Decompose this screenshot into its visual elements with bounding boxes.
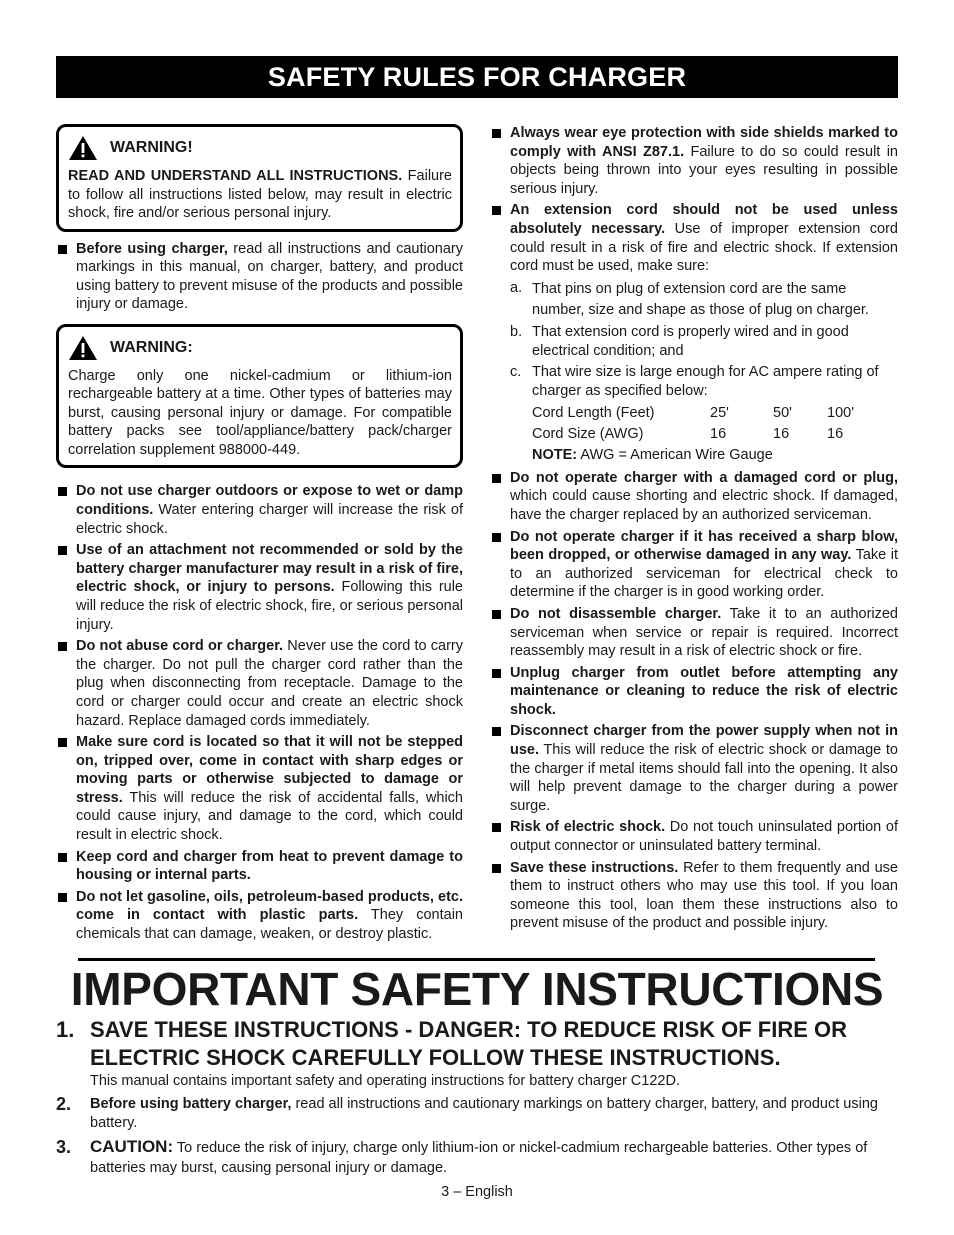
bullet-item: Do not use charger outdoors or expose to wet or damp conditions. Water entering charger will increase the risk of electric shock. bbox=[56, 482, 463, 538]
extension-cord-conditions bbox=[490, 279, 898, 466]
bullet-item: Risk of electric shock. Do not touch uninsulated portion of output connector or uninsulated battery terminal. bbox=[490, 818, 898, 855]
page-footer: 3 – English bbox=[441, 1184, 513, 1200]
horizontal-divider bbox=[78, 958, 875, 961]
bullet-item: Use of an attachment not recommended or sold by the battery charger manufacturer may result in a risk of fire, electric shock, or injury to persons. Following this rule will reduce the risk of electric shock, fire, or serious personal injury. bbox=[56, 541, 463, 634]
warning-text: READ AND UNDERSTAND ALL INSTRUCTIONS. Failure to follow all instructions listed below, may result in electric shock, fire and/or serious personal injury. bbox=[68, 168, 452, 221]
sub-item: a. That pins on plug of extension cord are the same number, size and shape as those of plug on charger. bbox=[510, 279, 869, 318]
bullet-item: Unplug charger from outlet before attempting any maintenance or cleaning to reduce the risk of electric shock. bbox=[490, 664, 898, 720]
section-title-banner: SAFETY RULES FOR CHARGER bbox=[56, 56, 898, 98]
item-text: CAUTION: To reduce the risk of injury, charge only lithium-ion or nickel-cadmium rechargeable batteries. Other types of batteries may burst, causing personal injury or damage. bbox=[90, 1137, 868, 1176]
table-row: Cord Length (Feet) 25' 50' 100' bbox=[532, 404, 854, 421]
item-text: This manual contains important safety and operating instructions for battery charger C122D. bbox=[90, 1073, 680, 1089]
bullet-item: Keep cord and charger from heat to prevent damage to housing or internal parts. bbox=[56, 848, 463, 885]
bullet-before-using-charger: Before using charger, read all instructions and cautionary markings in this manual, on charger, battery, and product using battery to prevent misuse of the products and possible injury or damage. bbox=[56, 240, 463, 314]
sub-item: c. That wire size is large enough for AC ampere rating of charger as specified below: bbox=[510, 363, 879, 399]
important-safety-title: IMPORTANT SAFETY INSTRUCTIONS bbox=[70, 963, 884, 1015]
numbered-item: 3. CAUTION: To reduce the risk of injury, charge only lithium-ion or nickel-cadmium rechargeable batteries. Other types of batteries may burst, causing personal injury or damage. bbox=[56, 1137, 898, 1178]
bullet-item: Do not operate charger with a damaged cord or plug, which could cause shorting and electric shock. If damaged, have the charger replaced by an authorized serviceman. bbox=[490, 469, 898, 525]
right-column bbox=[490, 124, 898, 936]
table-row: Cord Size (AWG) 16 16 16 bbox=[532, 425, 844, 442]
bullet-eye-protection: Always wear eye protection with side shields marked to comply with ANSI Z87.1. Failure to do so could result in objects being thrown into your eyes resulting in possible serious injury. bbox=[490, 124, 898, 198]
bullet-item: Make sure cord is located so that it will not be stepped on, tripped over, come in contact with sharp edges or moving parts or otherwise subjected to damage or stress. This will reduce the risk of accidental falls, which could cause injury, and damage to the cord, which could result in electric shock. bbox=[56, 733, 463, 845]
bullet-item: Disconnect charger from the power supply when not in use. This will reduce the risk of electric shock or damage to the charger if metal items should fall into the opening. It also will help prevent damage to the charger during a power surge. bbox=[490, 722, 898, 815]
item-heading: SAVE THESE INSTRUCTIONS - DANGER: TO REDUCE RISK OF FIRE OR ELECTRIC SHOCK CAREFULLY FOLLOW THESE INSTRUCTIONS. bbox=[90, 1017, 848, 1070]
bullet-extension-cord: An extension cord should not be used unless absolutely necessary. Use of improper extension cord could result in a risk of fire and electric shock. If extension cord must be used, make sure: bbox=[490, 201, 898, 275]
warning-title: WARNING: bbox=[110, 338, 193, 356]
bullet-item: Do not disassemble charger. Take it to an authorized serviceman when service or repair is required. Incorrect reassembly may result in a risk of electric shock or fire. bbox=[490, 605, 898, 661]
bullet-item: Do not operate charger if it has received a sharp blow, been dropped, or otherwise damaged in any way. Take it to an authorized serviceman for electrical check to determine if the charger is in good working order. bbox=[490, 528, 898, 602]
bullet-item: Do not abuse cord or charger. Never use the cord to carry the charger. Do not pull the charger cord rather than the plug when disconnecting from receptacle. Damage to the cord or charger could occur and create an electric shock hazard. Replace damaged cords immediately. bbox=[56, 637, 463, 730]
warning-text: Charge only one nickel-cadmium or lithium-ion rechargeable battery at a time. Other types of batteries may burst, causing personal injury or damage. For compatible battery packs see tool/appliance/battery pack/charger correlation supplement 988000-449. bbox=[68, 367, 452, 458]
warning-triangle-icon bbox=[68, 135, 98, 161]
bullet-item: Save these instructions. Refer to them frequently and use them to instruct others who may use this tool. If you loan someone this tool, loan them these instructions also to prevent misuse of the product and possible injury. bbox=[490, 859, 898, 933]
warning-box-charge-one-battery bbox=[56, 324, 463, 469]
cord-size-table bbox=[532, 403, 898, 445]
bullet-item: Do not let gasoline, oils, petroleum-based products, etc. come in contact with plastic parts. They contain chemicals that can damage, weaken, or destroy plastic. bbox=[56, 888, 463, 944]
warning-title: WARNING! bbox=[110, 138, 193, 156]
warning-triangle-icon bbox=[68, 335, 98, 361]
left-column bbox=[56, 124, 463, 947]
item-text: Before using battery charger, read all instructions and cautionary markings on battery charger, battery, and product using battery. bbox=[90, 1096, 878, 1131]
numbered-instructions bbox=[56, 1016, 898, 1182]
sub-item: b. That extension cord is properly wired and in good electrical condition; and bbox=[510, 323, 849, 359]
warning-box-read-instructions bbox=[56, 124, 463, 232]
numbered-item: 2. Before using battery charger, read all instructions and cautionary markings on battery charger, battery, and product using battery. bbox=[56, 1095, 898, 1133]
awg-note: NOTE: AWG = American Wire Gauge bbox=[532, 446, 773, 463]
numbered-item: 1. SAVE THESE INSTRUCTIONS - DANGER: TO REDUCE RISK OF FIRE OR ELECTRIC SHOCK CAREFULLY FOLLOW THESE INSTRUCTIONS. This manual contains important safety and operating instructions for battery charger C122D. bbox=[56, 1016, 898, 1091]
